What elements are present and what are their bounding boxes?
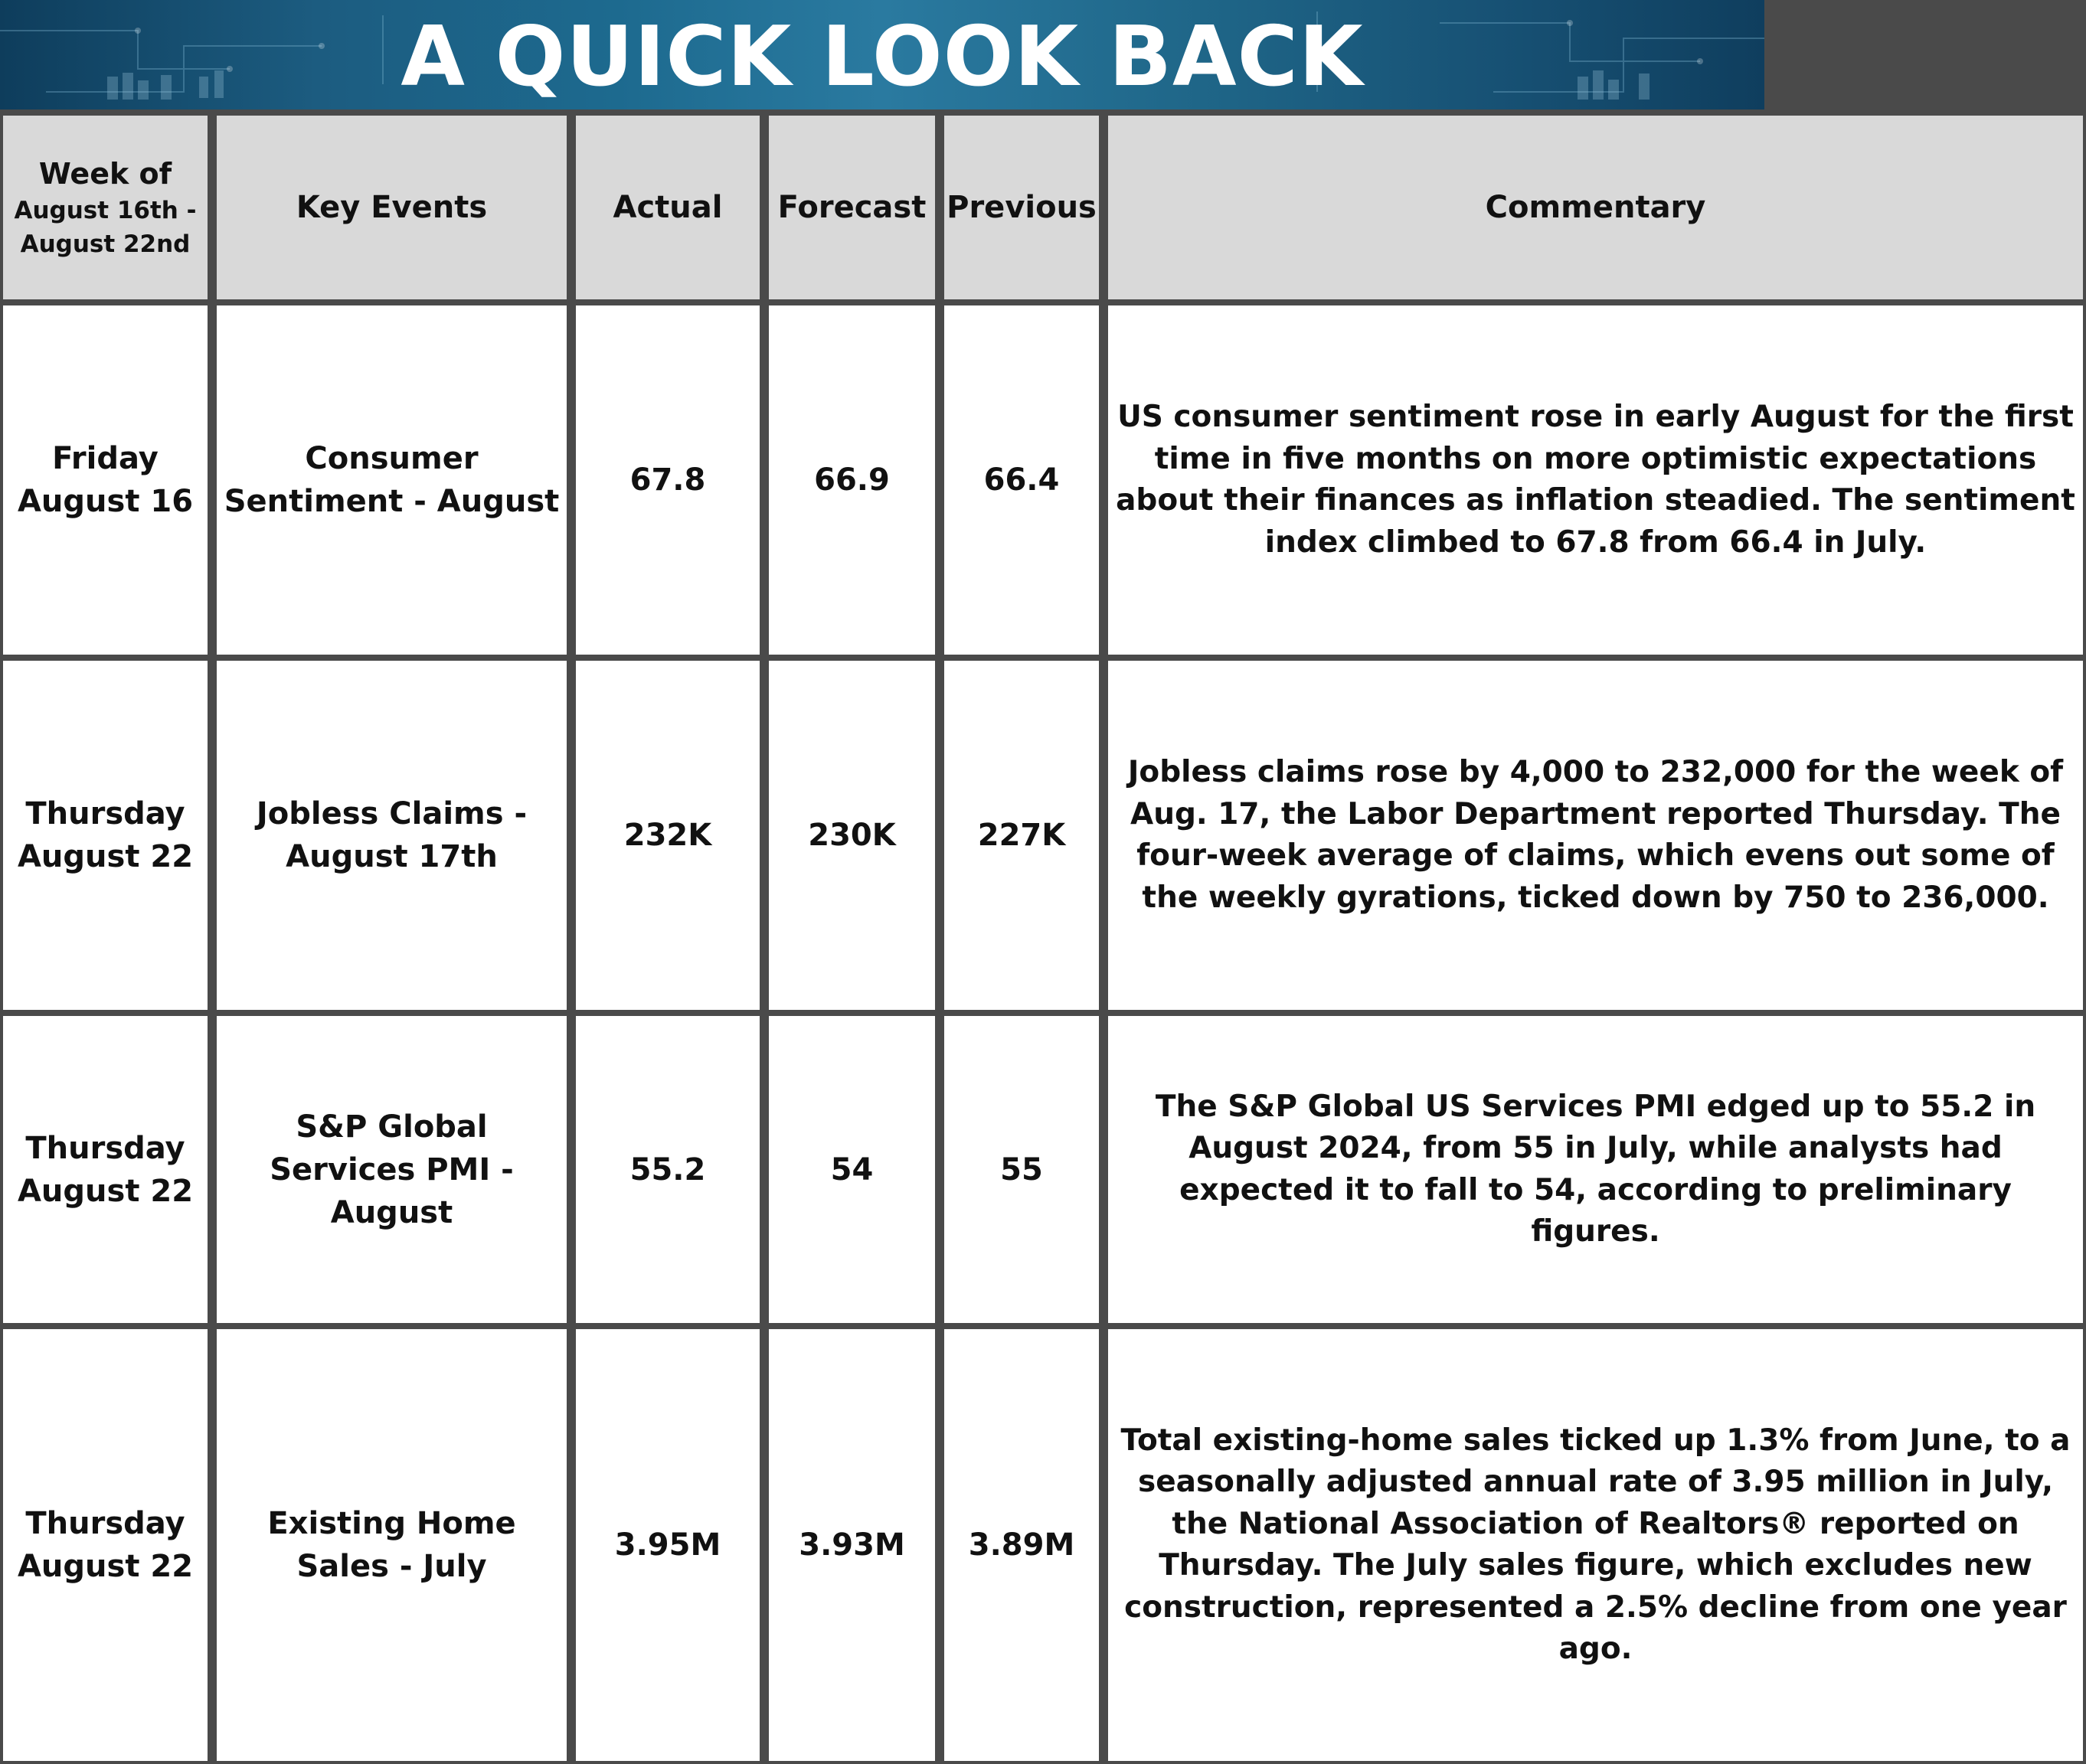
row-1-day: Friday: [52, 441, 159, 476]
row-1-event: Consumer Sentiment - August: [214, 302, 570, 658]
row-3-date: [0, 1013, 211, 1326]
row-1-actual: 67.8: [573, 302, 763, 658]
row-2-actual: 232K: [573, 658, 763, 1013]
row-1-date: [0, 302, 211, 658]
row-3-date-text: August 22: [17, 1173, 194, 1209]
header-actual: Actual: [573, 113, 763, 302]
economic-events-table: [0, 113, 2075, 1764]
header-week: [0, 113, 211, 302]
row-2-date: [0, 658, 211, 1013]
row-1-previous: 66.4: [941, 302, 1102, 658]
header-commentary: Commentary: [1105, 113, 2086, 302]
row-2-event: Jobless Claims - August 17th: [214, 658, 570, 1013]
row-2-day: Thursday: [25, 796, 185, 831]
row-4-date: [0, 1326, 211, 1764]
header-forecast: Forecast: [766, 113, 938, 302]
row-1-commentary: US consumer sentiment rose in early August for the first time in five months on more optimistic expectations about their finances as inflation steadied. The sentiment index climbed to 67.8 from 66.4 in July.: [1105, 302, 2086, 658]
row-4-date-text: August 22: [17, 1549, 194, 1584]
row-4-previous: 3.89M: [941, 1326, 1102, 1764]
page-title: A QUICK LOOK BACK: [401, 9, 1364, 105]
row-2-commentary: Jobless claims rose by 4,000 to 232,000 for the week of Aug. 17, the Labor Department reported Thursday. The four-week average of claims, which evens out some of the weekly gyrations, ticked down by 750 to 236,000.: [1105, 658, 2086, 1013]
header-previous: Previous: [941, 113, 1102, 302]
row-4-commentary: Total existing-home sales ticked up 1.3% from June, to a seasonally adjusted annual rate of 3.95 million in July, the National Association of Realtors® reported on Thursday. The July sales figure, which excludes new construction, represented a 2.5% decline from one year ago.: [1105, 1326, 2086, 1764]
row-1-forecast: 66.9: [766, 302, 938, 658]
row-3-actual: 55.2: [573, 1013, 763, 1326]
header-week-line2: August 16th -: [14, 197, 197, 224]
row-3-day: Thursday: [25, 1130, 185, 1166]
row-3-forecast: 54: [766, 1013, 938, 1326]
header-week-line1: Week of: [38, 157, 172, 191]
row-2-date-text: August 22: [17, 839, 194, 874]
row-2-forecast: 230K: [766, 658, 938, 1013]
row-3-commentary: The S&P Global US Services PMI edged up to 55.2 in August 2024, from 55 in July, while analysts had expected it to fall to 54, according to preliminary figures.: [1105, 1013, 2086, 1326]
row-4-day: Thursday: [25, 1506, 185, 1541]
row-4-event: Existing Home Sales - July: [214, 1326, 570, 1764]
header-key-events: Key Events: [214, 113, 570, 302]
row-3-event: S&P Global Services PMI - August: [214, 1013, 570, 1326]
row-3-previous: 55: [941, 1013, 1102, 1326]
row-1-date-text: August 16: [17, 484, 194, 519]
title-banner: [0, 0, 1764, 109]
header-week-line3: August 22nd: [20, 230, 191, 258]
row-4-forecast: 3.93M: [766, 1326, 938, 1764]
row-4-actual: 3.95M: [573, 1326, 763, 1764]
row-2-previous: 227K: [941, 658, 1102, 1013]
